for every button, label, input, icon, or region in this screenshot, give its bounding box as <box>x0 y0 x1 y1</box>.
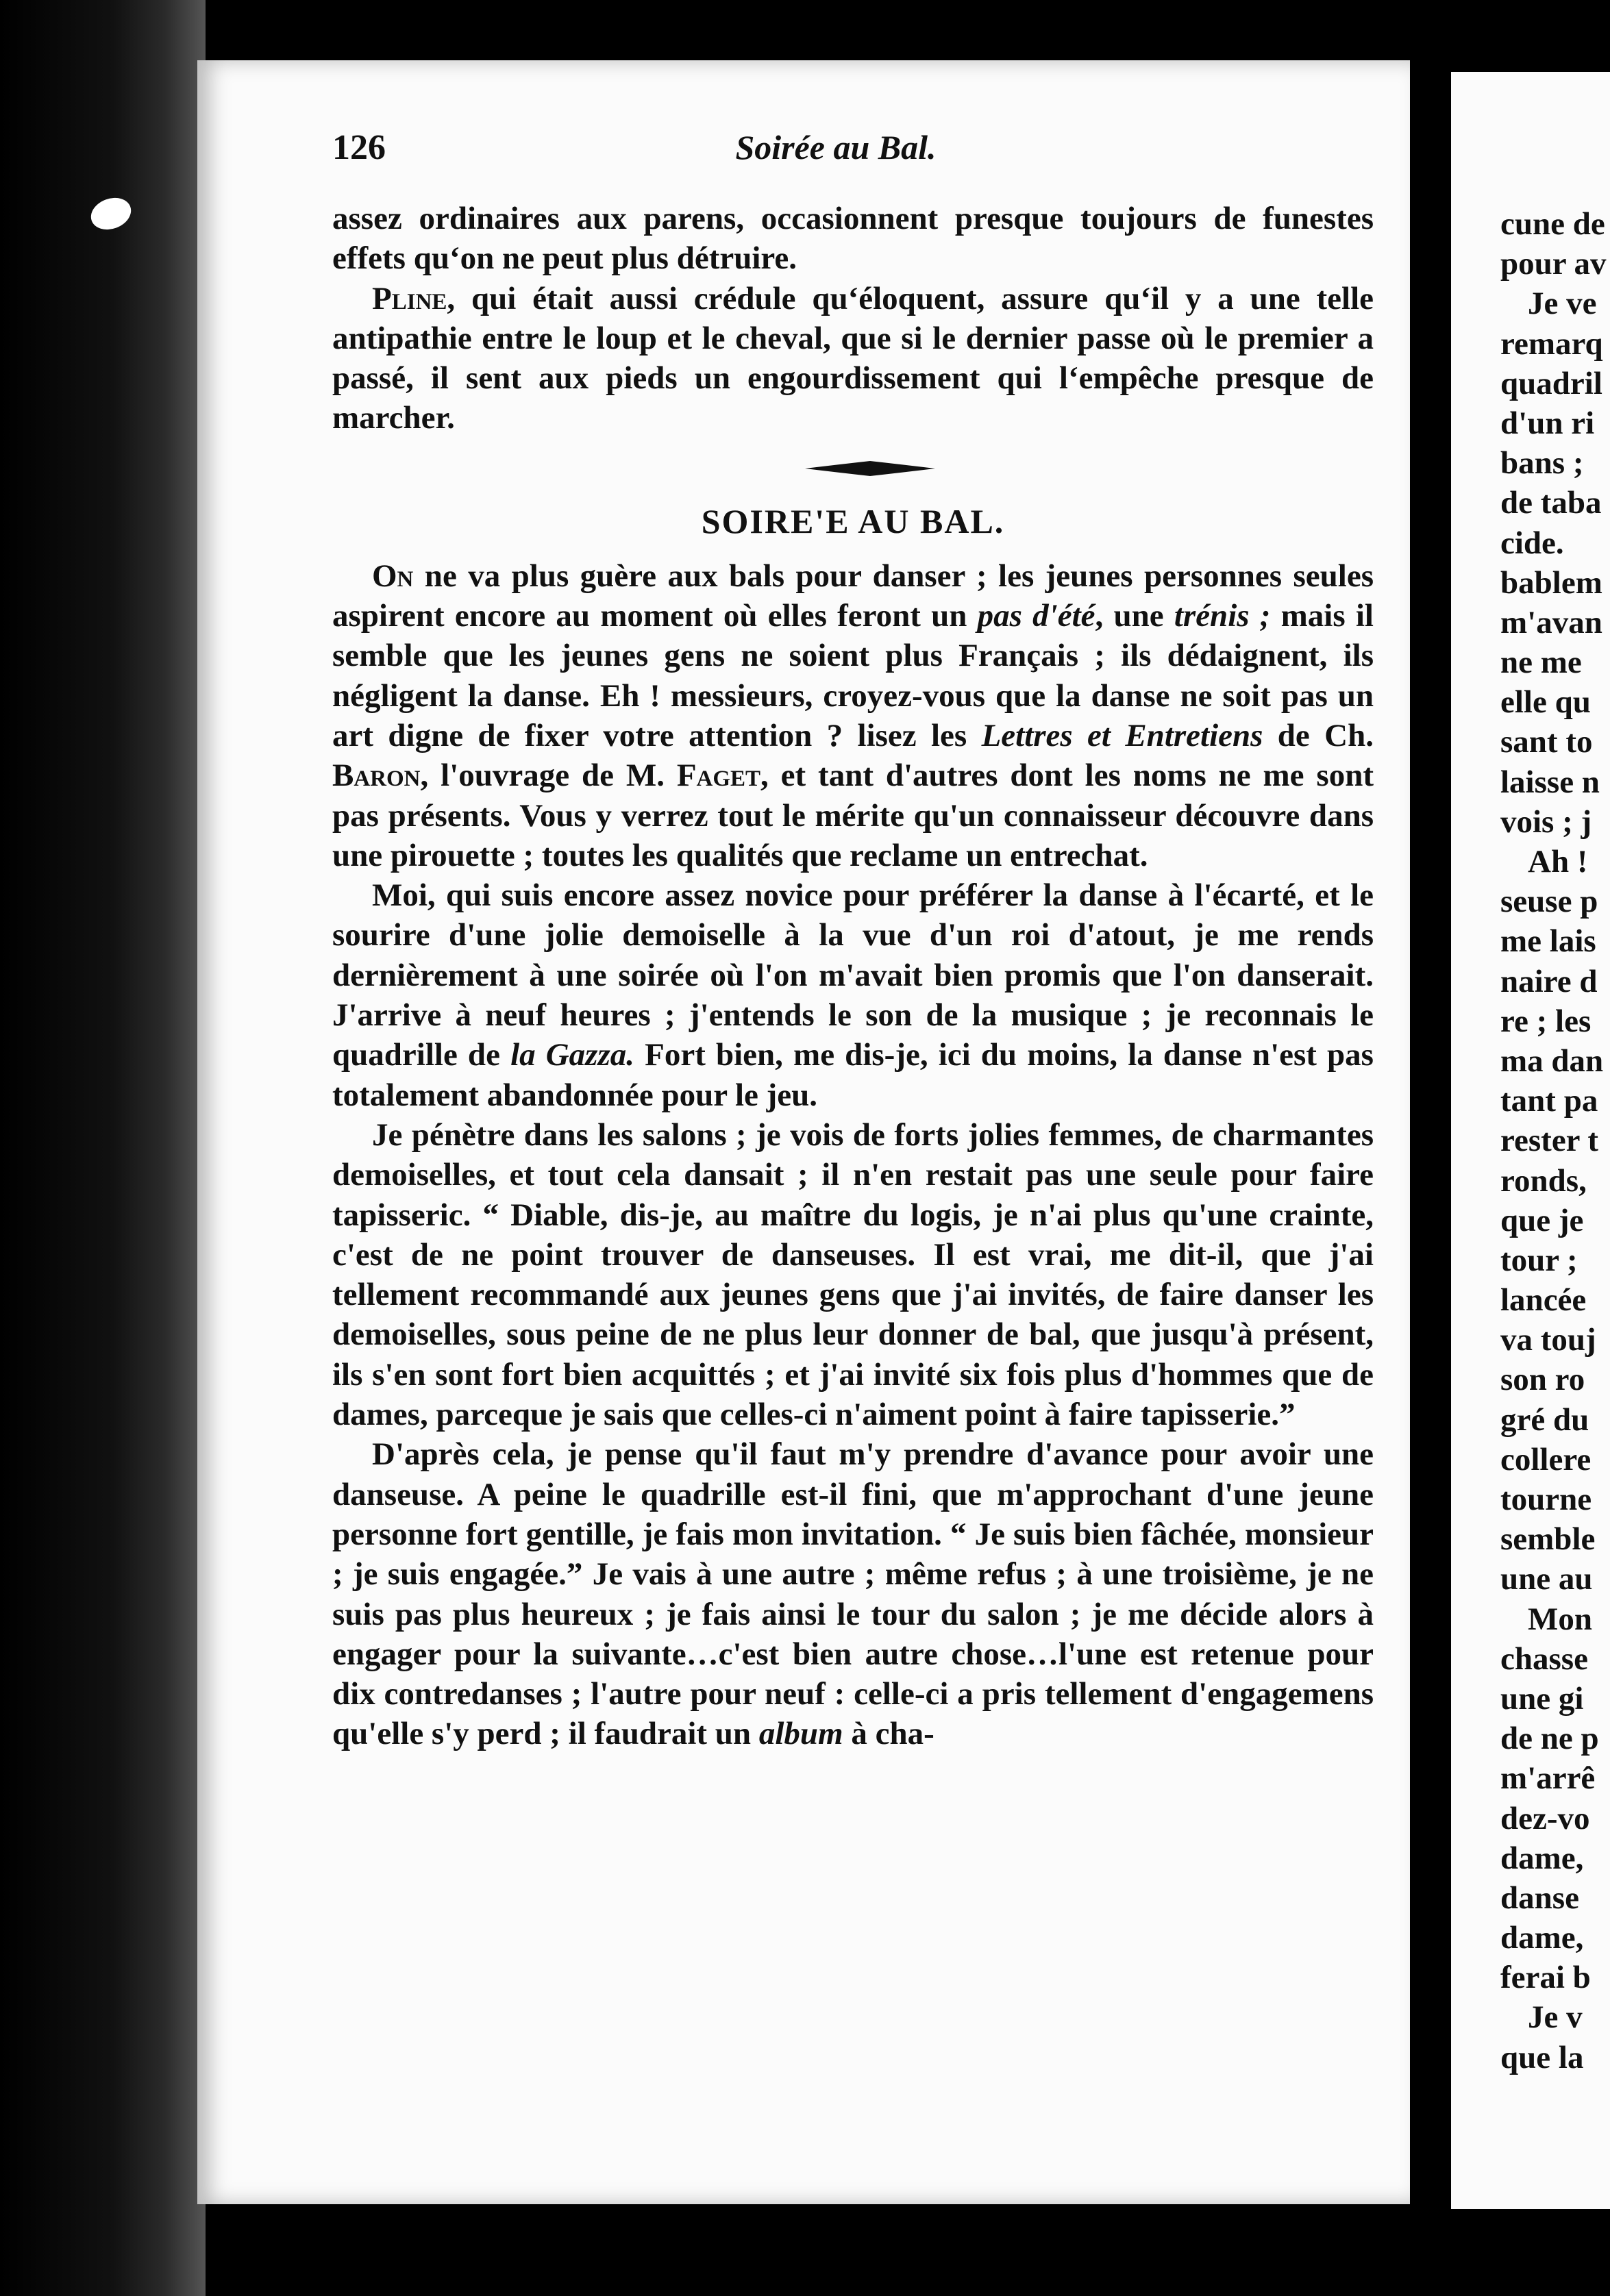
right-page-line: une gi <box>1500 1680 1584 1717</box>
right-page-line: rester t <box>1500 1123 1599 1159</box>
right-page-line: pour av <box>1500 246 1607 282</box>
right-page-line: bans ; <box>1500 445 1584 482</box>
right-page-line: que je <box>1500 1202 1584 1238</box>
text-run: , l'ouvrage de M. <box>420 758 677 794</box>
book-spine-shadow <box>0 0 206 2296</box>
right-page-line: laisse n <box>1500 764 1600 800</box>
right-page-line: collere <box>1500 1441 1592 1477</box>
text-block <box>332 199 1374 1754</box>
right-page-line: de ne p <box>1500 1721 1599 1757</box>
right-page-line: tant pa <box>1500 1083 1598 1119</box>
right-page-line: dame, <box>1500 1840 1584 1876</box>
italic-run: la Gazza. <box>510 1037 635 1073</box>
right-page-line: semble <box>1500 1521 1596 1558</box>
right-page-line: que la <box>1500 2039 1584 2075</box>
right-page-line: danse <box>1500 1880 1579 1916</box>
running-title: Soirée au Bal. <box>735 128 937 166</box>
lead-word: On <box>372 558 414 594</box>
right-page-line: remarq <box>1500 325 1603 362</box>
right-page-line: bablem <box>1500 564 1602 601</box>
paragraph-danseuse <box>332 1434 1374 1754</box>
right-page-line: m'arrê <box>1500 1760 1596 1797</box>
text-run: à cha- <box>843 1716 934 1752</box>
right-page-line: chasse <box>1500 1640 1588 1677</box>
right-page-line: me lais <box>1500 923 1596 960</box>
text-run: ne va plus guère aux bals pour danser ; les jeunes personnes seules aspirent encore au moment où elles feront un <box>332 558 1374 634</box>
italic-run: trénis ; <box>1174 598 1271 634</box>
right-page-line: une au <box>1500 1561 1593 1597</box>
right-page-line: tour ; <box>1500 1242 1578 1278</box>
right-page-line: vois ; j <box>1500 803 1592 840</box>
right-page-line: va touj <box>1500 1322 1596 1358</box>
page-header <box>332 127 1401 175</box>
right-page-line: ronds, <box>1500 1162 1587 1199</box>
author-name: Pline <box>372 280 447 316</box>
paragraph-moi <box>332 875 1374 1115</box>
paragraph-continuation: assez ordinaires aux parens, occasionnent presque toujours de funestes effets qu‘on ne peut plus détruire. <box>332 201 1374 277</box>
text-run: , une <box>1095 598 1174 634</box>
text-run: , et tant d'autres dont les noms ne me sont pas présents. Vous y verrez tout le mérite qu'un connaisseur découvre dans une pirouette ; toutes les qualités que reclame un entrechat. <box>332 758 1374 873</box>
italic-run: album <box>758 1716 843 1752</box>
italic-run: pas d'été <box>977 598 1095 634</box>
right-page-line: cide. <box>1500 525 1564 561</box>
right-page-line: naire d <box>1500 963 1598 999</box>
right-page-line: Je ve <box>1528 286 1597 322</box>
ornament-rule-icon <box>805 459 935 478</box>
right-page-line: de taba <box>1500 485 1602 521</box>
right-page-line: dame, <box>1500 1920 1584 1956</box>
right-page-line: m'avan <box>1500 604 1602 640</box>
text-run: de Ch. <box>1263 717 1374 753</box>
right-page-line: elle qu <box>1500 684 1591 721</box>
right-page-line: re ; les <box>1500 1003 1592 1039</box>
paragraph-salons: Je pénètre dans les salons ; je vois de forts jolies femmes, de charmantes demoiselles, et tout cela dansait ; il n'en restait pas une seule pour faire tapisseric. “ Diable, dis-je, au maître du logis, je n'ai plus qu'une crainte, c'est de ne point trouver de danseuses. Il est vrai, me dit-il, que j'ai tellement recommandé aux jeunes gens que j'ai invités, de faire danser les demoiselles, sous peine de ne plus leur donner de bal, que jusqu'à présent, ils s'en sont fort bien acquittés ; et j'ai invité six fois plus d'hommes que de dames, parceque je sais que celles-ci n'aiment point à faire tapisserie.” <box>332 1116 1374 1433</box>
paragraph-text: , qui était aussi crédule qu‘éloquent, assure qu‘il y a une telle antipathie entre le loup et le cheval, que si le dernier passe où le premier a passé, il sent aux pieds un engourdissement qui l‘empêche presque de marcher. <box>332 280 1374 436</box>
right-page-text <box>1500 204 1610 2077</box>
right-page-line: Je v <box>1528 1999 1583 2036</box>
right-page-line: gré du <box>1500 1401 1589 1438</box>
section-title: SOIRE'E AU BAL. <box>701 501 1005 540</box>
italic-run: Lettres et Entretiens <box>981 717 1263 753</box>
page-gutter <box>1410 0 1451 2296</box>
right-page-line: dez-vo <box>1500 1800 1590 1836</box>
text-run: Moi, qui suis encore assez novice pour préférer la danse à l'écarté, et le sourire d'une jolie demoiselle à la vue d'un roi d'atout, je me rends dernièrement à une soirée où l'on m'avait bien promis que l'on danserait. J'arrive à neuf heures ; j'entends le son de la musique ; je reconnais le quadrille de <box>332 877 1374 1073</box>
right-page-line: ne me <box>1500 645 1582 681</box>
text-run: Fort bien, me dis-je, ici du moins, la danse n'est pas totalement abandonnée pour le jeu. <box>332 1037 1374 1113</box>
right-page-line: tourne <box>1500 1482 1592 1517</box>
text-run: mais il semble que les jeunes gens ne soient plus Français ; ils dédaignent, ils négligent la danse. Eh ! messieurs, croyez-vous que la danse ne soit pas un art digne de fixer votre attention ? lisez les <box>332 598 1374 753</box>
right-page-line: seuse p <box>1500 884 1598 920</box>
right-page-line: ma dan <box>1500 1043 1604 1079</box>
section-ornament <box>332 438 1374 499</box>
right-page-line: son ro <box>1500 1362 1585 1398</box>
right-page-line: Ah ! <box>1528 844 1588 879</box>
right-page-line: ferai b <box>1500 1960 1591 1996</box>
page-number: 126 <box>332 128 386 167</box>
author-name: Faget <box>676 758 761 794</box>
paragraph-bals <box>332 556 1374 875</box>
right-page-line: cune de <box>1500 206 1605 242</box>
right-page-line: Mon <box>1528 1601 1592 1637</box>
author-name: Baron <box>332 758 421 794</box>
right-page-line: d'un ri <box>1500 405 1595 441</box>
text-run: D'après cela, je pense qu'il faut m'y prendre d'avance pour avoir une danseuse. A peine le quadrille est-il fini, que m'approchant d'une jeune personne fort gentille, je fais mon invitation. “ Je suis bien fâchée, monsieur ; je suis engagée.” Je vais à une autre ; même refus ; à une troisième, je ne suis pas plus heureux ; je fais ainsi le tour du salon ; je me décide alors à engager pour la suivante…c'est bien autre chose…l'une est retenue pour dix contredanses ; l'autre pour neuf : celle-ci a pris tellement d'engagemens qu'elle s'y perd ; il faudrait un <box>332 1436 1374 1752</box>
paragraph-pline <box>332 279 1374 438</box>
right-page-line: sant to <box>1500 724 1593 760</box>
right-page-line: lancée <box>1500 1282 1587 1319</box>
right-page-line: quadril <box>1500 365 1602 401</box>
